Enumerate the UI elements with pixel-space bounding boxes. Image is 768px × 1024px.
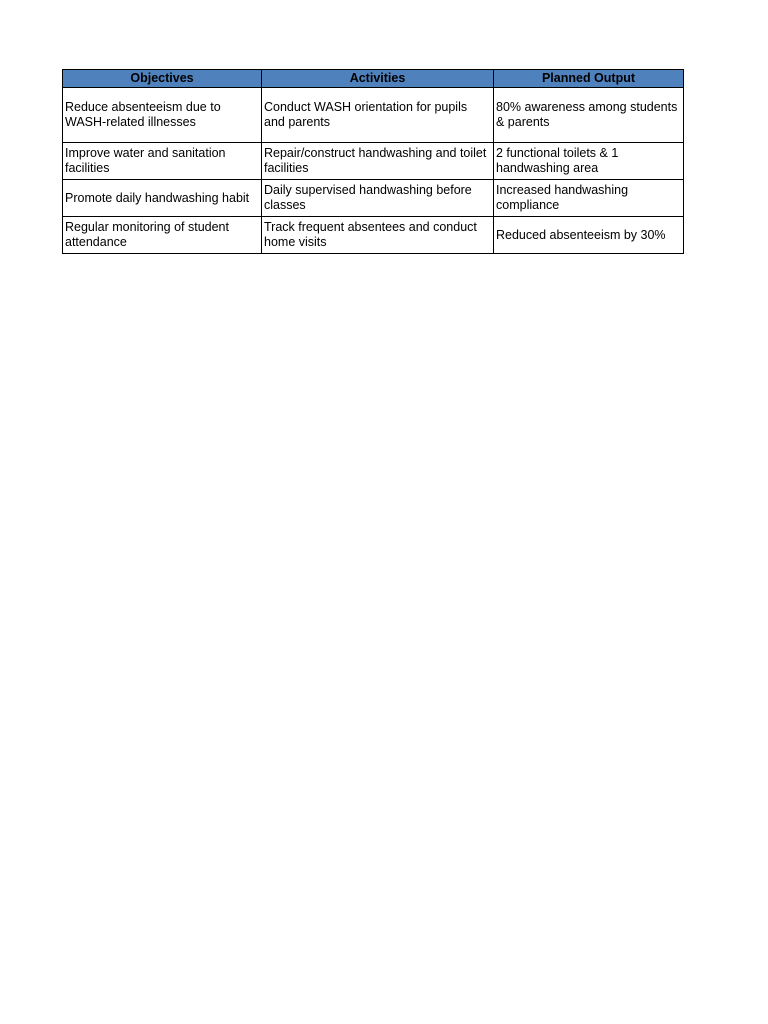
objective-cell: Promote daily handwashing habit (63, 180, 262, 217)
header-objectives: Objectives (63, 70, 262, 88)
activity-cell: Daily supervised handwashing before classes (262, 180, 494, 217)
table-row (63, 88, 684, 143)
output-cell: Reduced absenteeism by 30% (494, 217, 684, 254)
header-activities: Activities (262, 70, 494, 88)
table-header-row (63, 70, 684, 88)
header-planned-output: Planned Output (494, 70, 684, 88)
wash-plan-table (62, 69, 684, 254)
table-row (63, 143, 684, 180)
table-row (63, 180, 684, 217)
activity-cell: Track frequent absentees and conduct home visits (262, 217, 494, 254)
output-cell: 80% awareness among students & parents (494, 88, 684, 143)
table-row (63, 217, 684, 254)
activity-cell: Conduct WASH orientation for pupils and parents (262, 88, 494, 143)
objective-cell: Improve water and sanitation facilities (63, 143, 262, 180)
activity-cell: Repair/construct handwashing and toilet facilities (262, 143, 494, 180)
output-cell: Increased handwashing compliance (494, 180, 684, 217)
objective-cell: Reduce absenteeism due to WASH-related illnesses (63, 88, 262, 143)
objective-cell: Regular monitoring of student attendance (63, 217, 262, 254)
output-cell: 2 functional toilets & 1 handwashing area (494, 143, 684, 180)
